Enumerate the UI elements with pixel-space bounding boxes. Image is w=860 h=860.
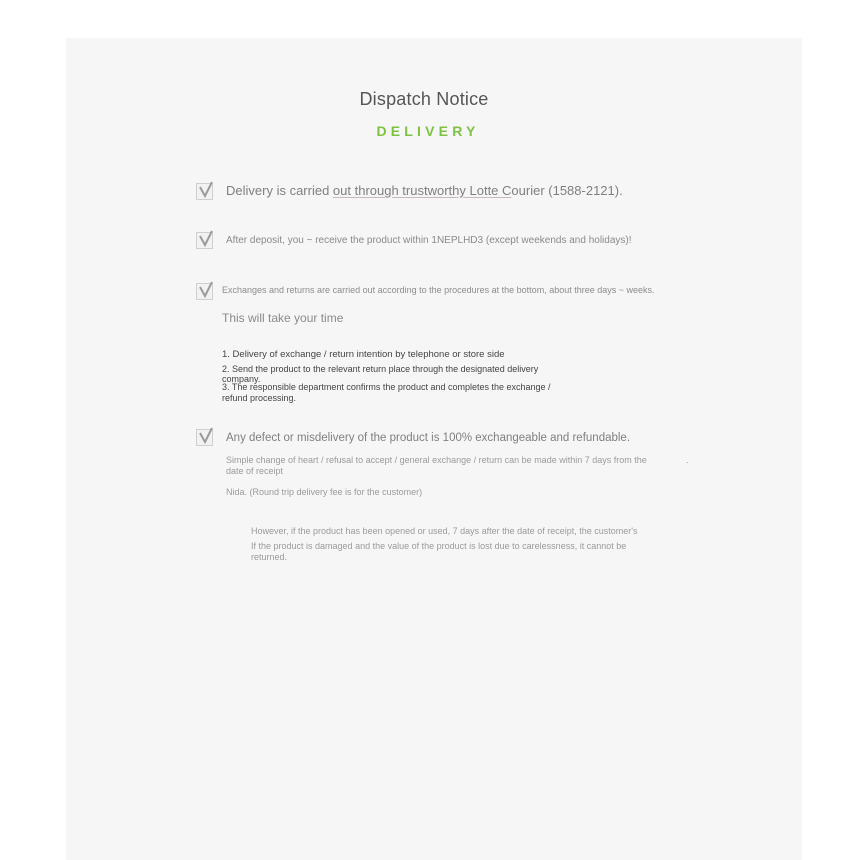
courier-underlined-text: out through trustworthy Lotte C <box>332 183 512 198</box>
step-item: 3. The responsible department confirms the product and completes the exchange / <box>222 382 551 392</box>
caveat-line: However, if the product has been opened or used, 7 days after the date of receipt, the customer's <box>251 526 638 536</box>
caveat-line: If the product is damaged and the value of the product is lost due to carelessness, it cannot be <box>251 541 627 551</box>
checkmark-icon <box>196 283 213 300</box>
return-policy-line: date of receipt <box>226 466 284 476</box>
step-item: 2. Send the product to the relevant return place through the designated delivery <box>222 364 539 374</box>
exchange-note: This will take your time <box>222 311 344 325</box>
defect-text: Any defect or misdelivery of the product is 100% exchangeable and refundable. <box>226 432 631 444</box>
delivery-text-start: Delivery is carried <box>226 183 333 198</box>
page-title: Dispatch Notice <box>359 89 489 109</box>
step-item: 1. Delivery of exchange / return intention by telephone or store side <box>222 349 505 360</box>
checkmark-icon <box>196 183 213 200</box>
return-policy-period: . <box>686 455 689 465</box>
checkmark-icon <box>196 232 213 249</box>
caveat-line: returned. <box>251 552 288 562</box>
step-item: company. <box>222 374 261 384</box>
exchange-text: Exchanges and returns are carried out according to the procedures at the bottom, about three days ~ weeks. <box>222 285 655 295</box>
delivery-text-end: ourier (1588-2121). <box>511 183 623 198</box>
return-policy-line: Simple change of heart / refusal to accept / general exchange / return can be made within 7 days from the <box>226 455 647 465</box>
delivery-courier-text <box>226 183 623 198</box>
delivery-fee-note: Nida. (Round trip delivery fee is for the customer) <box>226 487 423 497</box>
notice-panel <box>66 38 802 860</box>
checkmark-icon <box>196 429 213 446</box>
step-item: refund processing. <box>222 393 297 403</box>
page-subtitle: DELIVERY <box>376 123 480 139</box>
deposit-text: After deposit, you ~ receive the product within 1NEPLHD3 (except weekends and holidays)! <box>226 235 632 246</box>
